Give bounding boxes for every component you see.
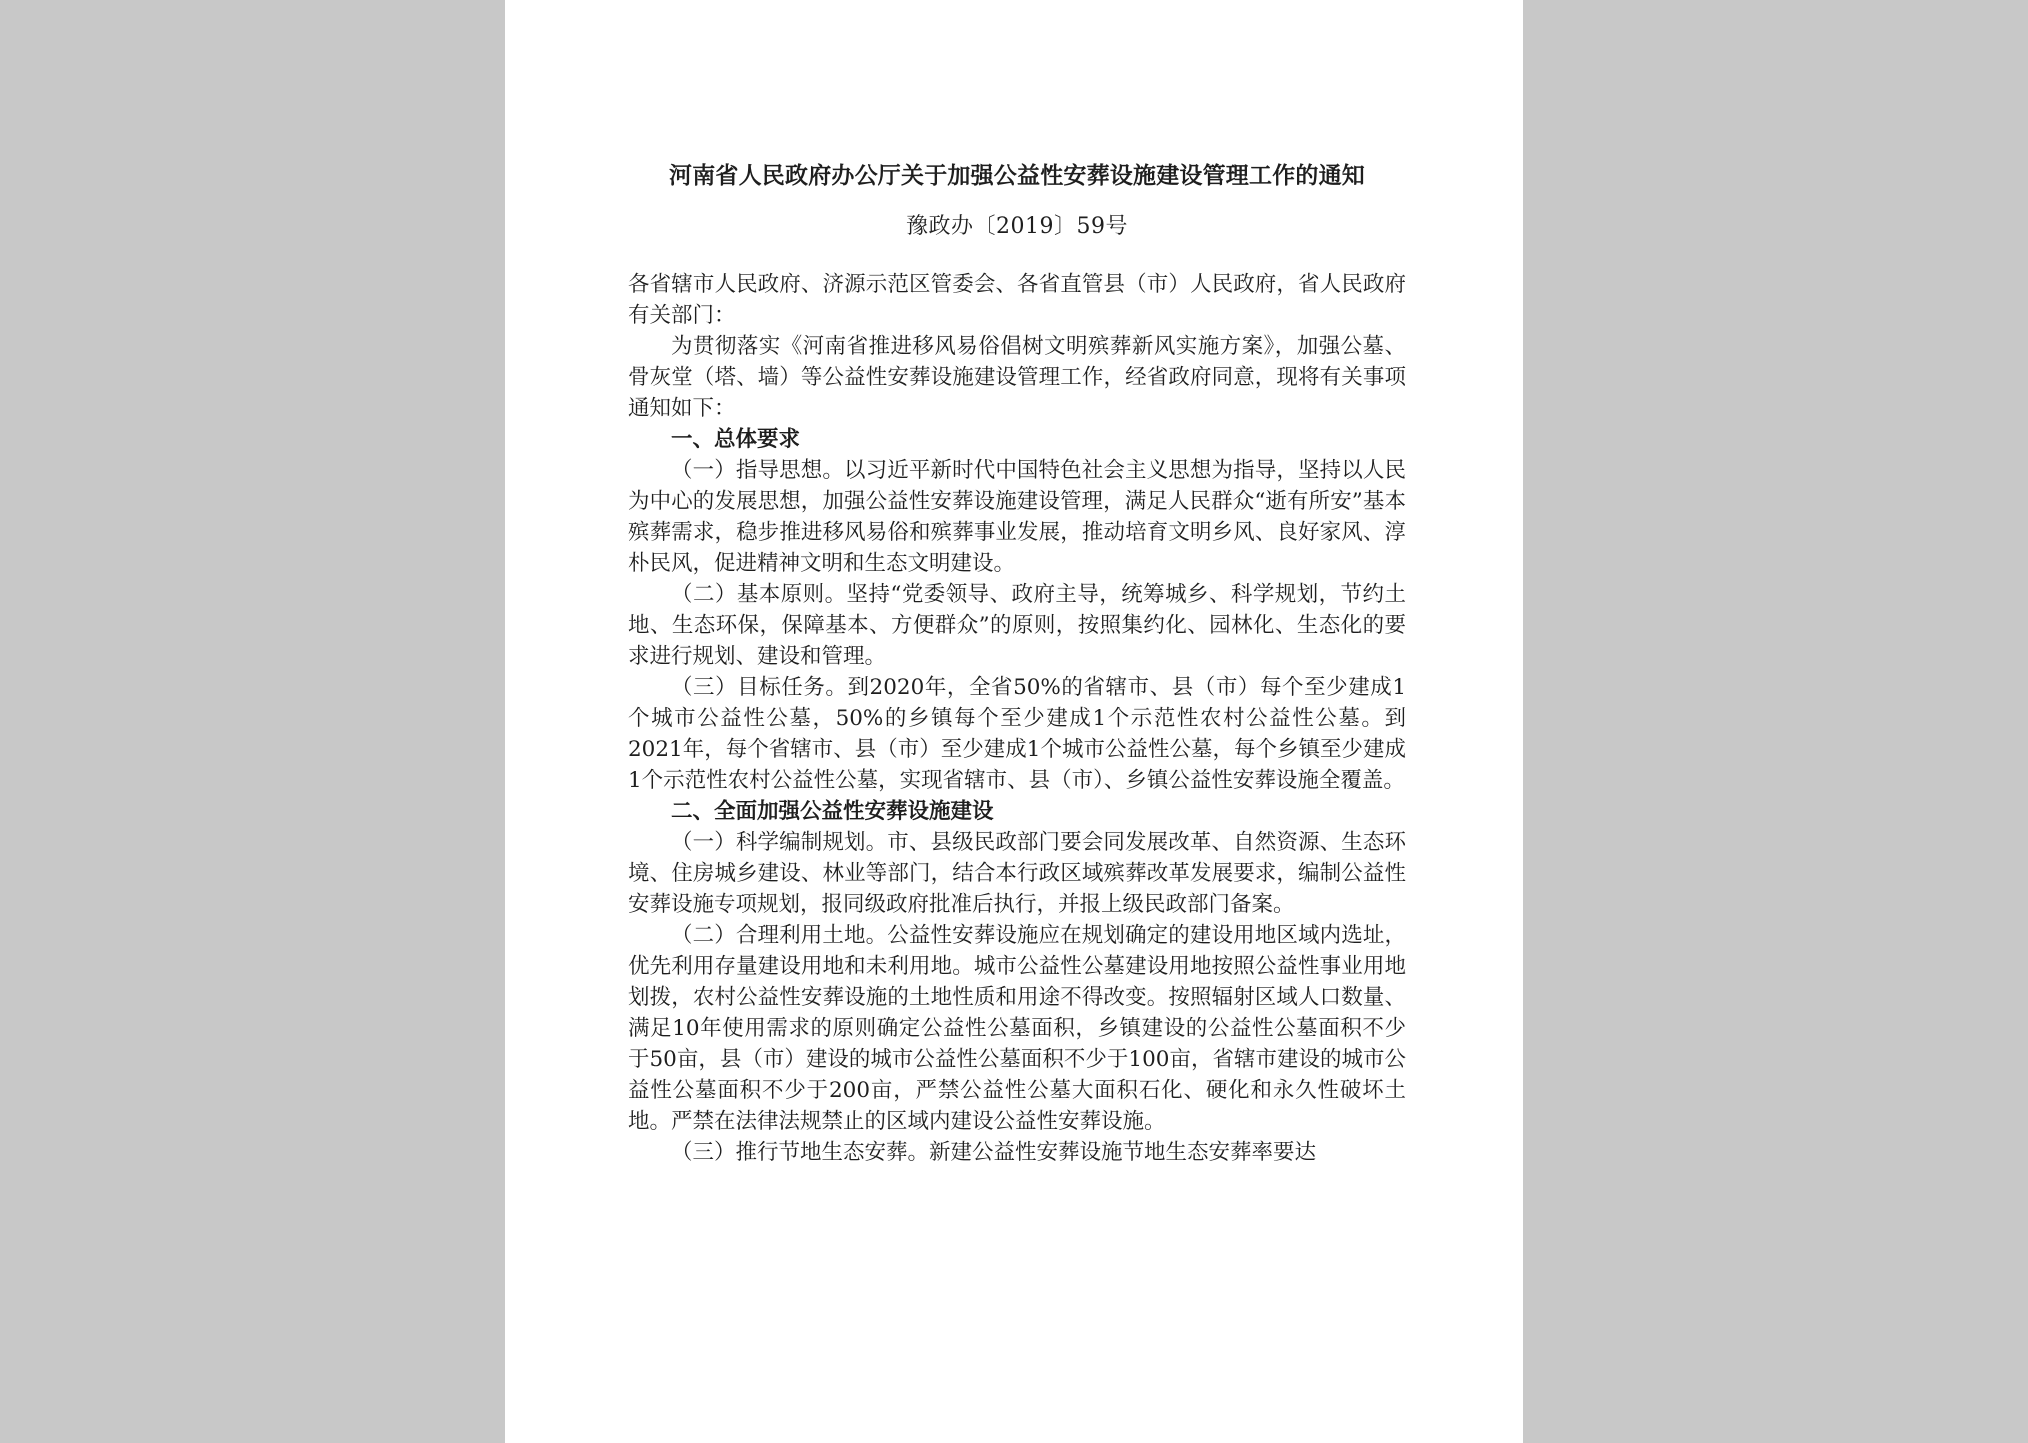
section-heading-general-requirements: 一、总体要求 bbox=[671, 427, 801, 452]
paragraph-eco-burial: （三）推行节地生态安葬。新建公益性安葬设施节地生态安葬率要达 bbox=[671, 1140, 1317, 1165]
section-heading-construction: 二、全面加强公益性安葬设施建设 bbox=[671, 799, 994, 824]
paragraph-planning: （一）科学编制规划。市、县级民政部门要会同发展改革、自然资源、生态环境、住房城乡建设、林业等部门，结合本行政区域殡葬改革发展要求，编制公益性安葬设施专项规划，报同级政府批准后执行，并报上级民政部门备案。 bbox=[628, 830, 1406, 917]
document-body bbox=[628, 269, 1406, 1168]
intro-paragraph: 为贯彻落实《河南省推进移风易俗倡树文明殡葬新风实施方案》，加强公墓、骨灰堂（塔、墙）等公益性安葬设施建设管理工作，经省政府同意，现将有关事项通知如下： bbox=[628, 334, 1406, 421]
paragraph-target-tasks: （三）目标任务。到2020年，全省50%的省辖市、县（市）每个至少建成1个城市公益性公墓，50%的乡镇每个至少建成1个示范性农村公益性公墓。到2021年，每个省辖市、县（市）至少建成1个城市公益性公墓，每个乡镇至少建成1个示范性农村公益性公墓，实现省辖市、县（市）、乡镇公益性安葬设施全覆盖。 bbox=[628, 675, 1406, 793]
paragraph-land-use: （二）合理利用土地。公益性安葬设施应在规划确定的建设用地区域内选址，优先利用存量建设用地和未利用地。城市公益性公墓建设用地按照公益性事业用地划拨，农村公益性安葬设施的土地性质和用途不得改变。按照辐射区域人口数量、满足10年使用需求的原则确定公益性公墓面积，乡镇建设的公益性公墓面积不少于50亩，县（市）建设的城市公益性公墓面积不少于100亩，省辖市建设的城市公益性公墓面积不少于200亩，严禁公益性公墓大面积石化、硬化和永久性破坏土地。严禁在法律法规禁止的区域内建设公益性安葬设施。 bbox=[628, 923, 1406, 1134]
paragraph-basic-principles: （二）基本原则。坚持“党委领导、政府主导，统筹城乡、科学规划，节约土地、生态环保，保障基本、方便群众”的原则，按照集约化、园林化、生态化的要求进行规划、建设和管理。 bbox=[628, 582, 1406, 669]
document-content bbox=[628, 160, 1406, 1168]
paragraph-guiding-ideology: （一）指导思想。以习近平新时代中国特色社会主义思想为指导，坚持以人民为中心的发展思想，加强公益性安葬设施建设管理，满足人民群众“逝有所安”基本殡葬需求，稳步推进移风易俗和殡葬事业发展，推动培育文明乡风、良好家风、淳朴民风，促进精神文明和生态文明建设。 bbox=[628, 458, 1406, 576]
addressee-paragraph: 各省辖市人民政府、济源示范区管委会、各省直管县（市）人民政府，省人民政府有关部门： bbox=[628, 272, 1406, 328]
document-number: 豫政办〔2019〕59号 bbox=[906, 214, 1128, 239]
document-page bbox=[505, 0, 1523, 1443]
document-title: 河南省人民政府办公厅关于加强公益性安葬设施建设管理工作的通知 bbox=[669, 162, 1365, 189]
